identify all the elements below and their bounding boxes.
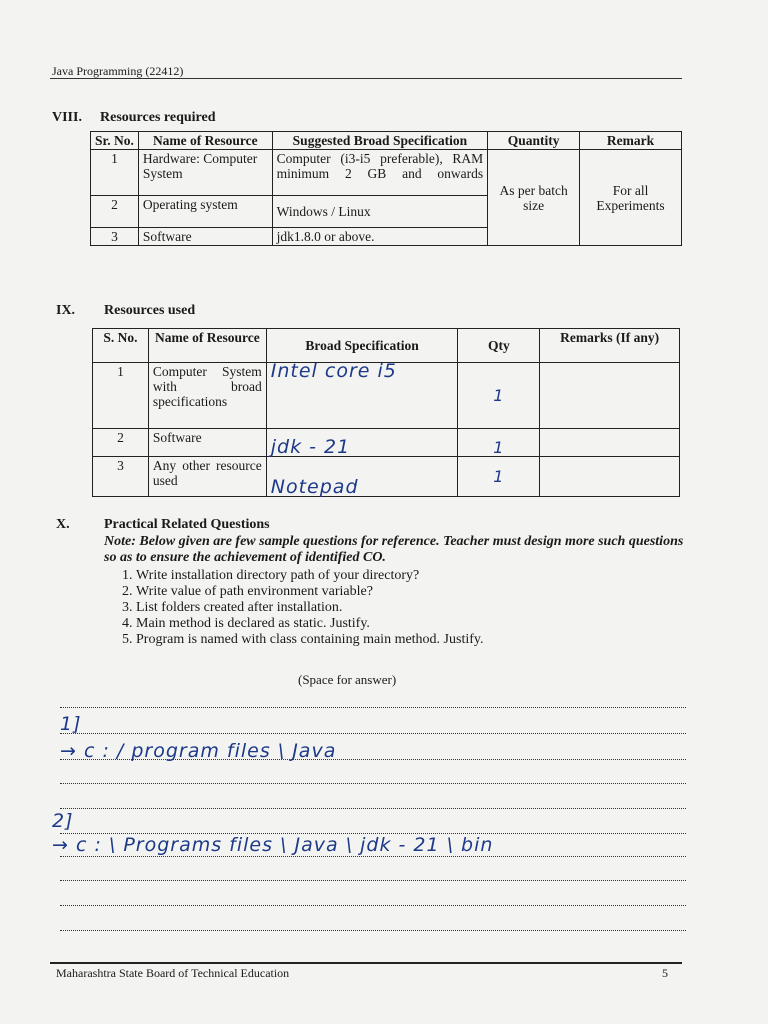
space-for-answer-label: (Space for answer) xyxy=(298,672,397,687)
resources-required-table xyxy=(90,131,682,246)
answer-line xyxy=(60,733,686,734)
column-header: Broad Specification xyxy=(266,329,458,363)
section-number: IX. xyxy=(56,303,76,318)
sr-cell: 1 xyxy=(91,150,139,196)
spec-cell: Windows / Linux xyxy=(272,196,488,228)
column-header: Sr. No. xyxy=(91,132,139,150)
resource-cell: Hardware: Computer System xyxy=(138,150,272,196)
question-item: 4. Main method is declared as static. Justify. xyxy=(136,616,684,632)
remarks-cell xyxy=(540,429,680,457)
page-number: 5 xyxy=(662,966,668,980)
handwritten-spec: Intel core i5 xyxy=(266,363,458,429)
answer-line xyxy=(60,808,686,809)
resource-cell: Software xyxy=(138,228,272,246)
table-row xyxy=(93,457,680,497)
handwritten-qty: 1 xyxy=(458,457,540,497)
question-item: 3. List folders created after installation. xyxy=(136,600,684,616)
handwritten-answer-marker: 2] xyxy=(52,810,74,832)
handwritten-spec: jdk - 21 xyxy=(266,429,458,457)
table-row xyxy=(93,429,680,457)
resource-cell: Operating system xyxy=(138,196,272,228)
column-header: Name of Resource xyxy=(148,329,266,363)
answer-line xyxy=(60,930,686,931)
handwritten-qty: 1 xyxy=(458,363,540,429)
question-item: 5. Program is named with class containing main method. Justify. xyxy=(136,632,684,648)
column-header: Remarks (If any) xyxy=(540,329,680,363)
section-heading-viii xyxy=(52,110,216,126)
sr-cell: 2 xyxy=(93,429,149,457)
answer-line xyxy=(60,783,686,784)
answer-line xyxy=(60,880,686,881)
handwritten-qty: 1 xyxy=(458,429,540,457)
footer-text: Maharashtra State Board of Technical Education xyxy=(56,966,290,980)
sr-cell: 2 xyxy=(91,196,139,228)
table-row xyxy=(91,150,682,196)
answer-line xyxy=(60,905,686,906)
table-header-row xyxy=(91,132,682,150)
section-heading-ix xyxy=(56,303,195,319)
section-title: Resources used xyxy=(104,303,196,318)
section-title: Resources required xyxy=(100,110,216,125)
note-text: Note: Below given are few sample questions for reference. Teacher must design more such questions so as to ensure the achievement of identified CO. xyxy=(104,534,684,565)
column-header: Quantity xyxy=(488,132,580,150)
sr-cell: 1 xyxy=(93,363,149,429)
handwritten-spec: Notepad xyxy=(266,457,458,497)
column-header: Name of Resource xyxy=(138,132,272,150)
sr-cell: 3 xyxy=(93,457,149,497)
questions-block xyxy=(104,534,684,648)
answer-line xyxy=(60,856,686,857)
column-header: S. No. xyxy=(93,329,149,363)
header-rule xyxy=(50,78,682,79)
section-number: VIII. xyxy=(52,110,82,125)
footer-rule xyxy=(50,962,682,964)
table-header-row xyxy=(93,329,680,363)
question-item: 1. Write installation directory path of your directory? xyxy=(136,568,684,584)
section-heading-x xyxy=(56,517,270,533)
resource-cell: Any other resource used xyxy=(148,457,266,497)
running-header: Java Programming (22412) xyxy=(52,64,184,78)
remark-cell: For all Experiments xyxy=(580,150,682,246)
sr-cell: 3 xyxy=(91,228,139,246)
quantity-cell: As per batch size xyxy=(488,150,580,246)
column-header: Suggested Broad Specification xyxy=(272,132,488,150)
section-title: Practical Related Questions xyxy=(104,517,270,532)
column-header: Qty xyxy=(458,329,540,363)
resource-cell: Computer System with broad specifications xyxy=(148,363,266,429)
section-number: X. xyxy=(56,517,70,532)
question-list xyxy=(104,568,684,648)
column-header: Remark xyxy=(580,132,682,150)
table-row xyxy=(93,363,680,429)
handwritten-answer: → c : / program files \ Java xyxy=(60,740,337,762)
question-item: 2. Write value of path environment variable? xyxy=(136,584,684,600)
answer-line xyxy=(60,707,686,708)
resource-cell: Software xyxy=(148,429,266,457)
remarks-cell xyxy=(540,457,680,497)
spec-cell: jdk1.8.0 or above. xyxy=(272,228,488,246)
handwritten-answer-marker: 1] xyxy=(60,713,82,735)
handwritten-answer: → c : \ Programs files \ Java \ jdk - 21 \ bin xyxy=(52,834,494,856)
remarks-cell xyxy=(540,363,680,429)
resources-used-table xyxy=(92,328,680,497)
spec-cell: Computer (i3-i5 preferable), RAM minimum 2 GB and onwards xyxy=(272,150,488,196)
